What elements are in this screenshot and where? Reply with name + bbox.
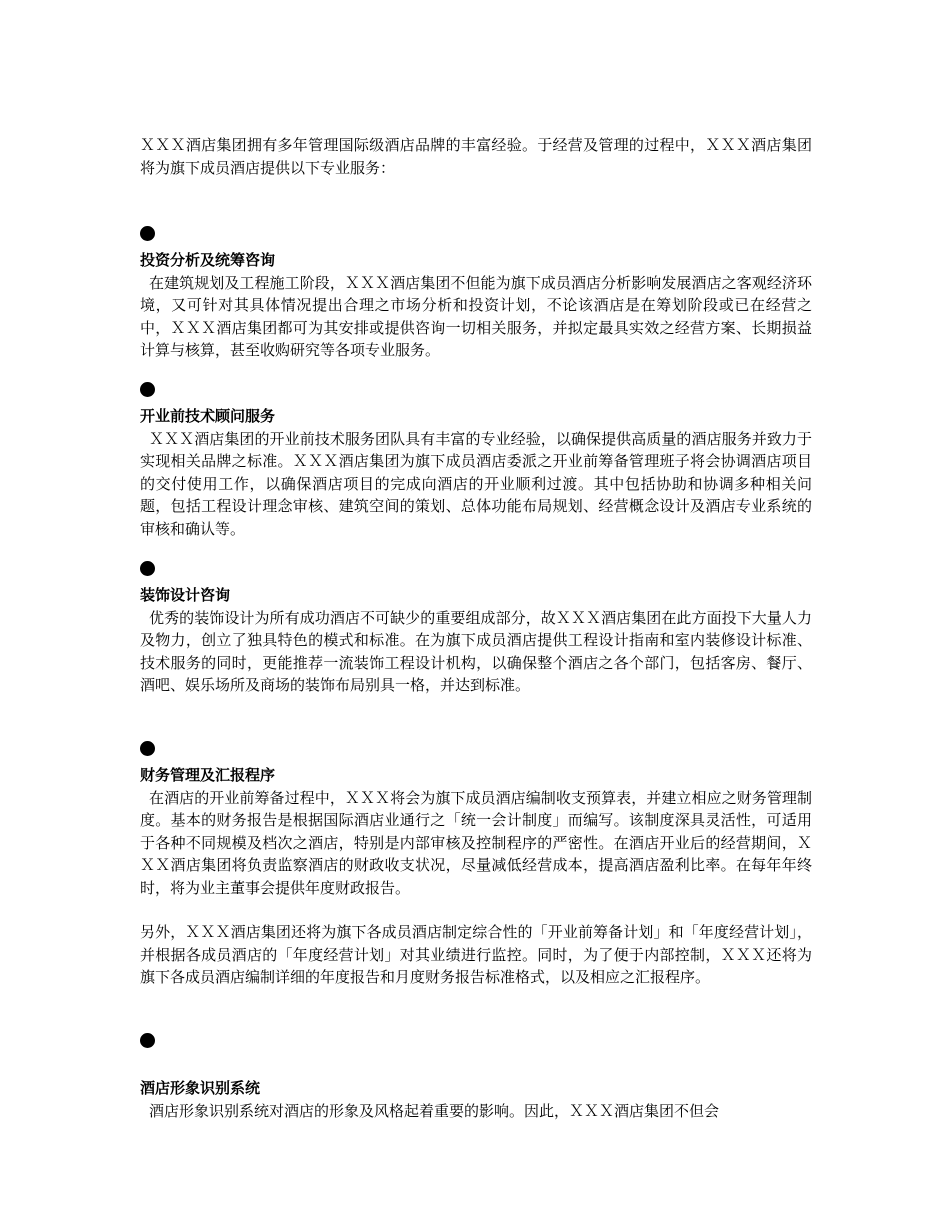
bullet-icon	[140, 382, 155, 397]
bullet-icon	[140, 741, 155, 756]
section-heading: 开业前技术顾问服务	[140, 407, 276, 425]
section-paragraph: 在酒店的开业前筹备过程中，ＸＸＸ将会为旗下成员酒店编制收支预算表，并建立相应之财务管理制度。基本的财务报告是根据国际酒店业通行之「统一会计制度」而编写。该制度深具灵活性，可适用于各种不同规模及档次之酒店，特别是内部审核及控制程序的严密性。在酒店开业后的经营期间，ＸＸＸ酒店集团将负责监察酒店的财政收支状况，尽量减低经营成本，提高酒店盈利比率。在每年年终时，将为业主董事会提供年度财政报告。	[140, 788, 812, 897]
section-heading: 装饰设计咨询	[140, 586, 231, 604]
section-heading: 酒店形象识别系统	[140, 1079, 261, 1097]
section-paragraph: 优秀的装饰设计为所有成功酒店不可缺少的重要组成部分，故ＸＸＸ酒店集团在此方面投下大量人力及物力，创立了独具特色的模式和标准。在为旗下成员酒店提供工程设计指南和室内装修设计标准、技术服务的同时，更能推荐一流装饰工程设计机构，以确保整个酒店之各个部门，包括客房、餐厅、酒吧、娱乐场所及商场的装饰布局别具一格，并达到标准。	[140, 608, 812, 694]
bullet-icon	[140, 1033, 155, 1048]
section-hotel-identity	[140, 1033, 812, 1122]
section-financial-management	[140, 741, 812, 989]
section-decoration-design	[140, 561, 812, 697]
section-paragraph: ＸＸＸ酒店集团的开业前技术服务团队具有丰富的专业经验，以确保提供高质量的酒店服务并致力于实现相关品牌之标准。ＸＸＸ酒店集团为旗下成员酒店委派之开业前筹备管理班子将会协调酒店项目的交付使用工作，以确保酒店项目的完成向酒店的开业顺利过渡。其中包括协助和协调多种相关问题，包括工程设计理念审核、建筑空间的策划、总体功能布局规划、经营概念设计及酒店专业系统的审核和确认等。	[140, 429, 812, 538]
section-preopening-technical	[140, 382, 812, 540]
section-investment-analysis	[140, 226, 812, 362]
section-heading: 投资分析及统筹咨询	[140, 251, 276, 269]
bullet-icon	[140, 226, 155, 241]
section-paragraph: 另外，ＸＸＸ酒店集团还将为旗下各成员酒店制定综合性的「开业前筹备计划」和「年度经营计划」，并根据各成员酒店的「年度经营计划」对其业绩进行监控。同时，为了便于内部控制，ＸＸＸ还将为旗下各成员酒店编制详细的年度报告和月度财务报告标准格式，以及相应之汇报程序。	[140, 923, 812, 986]
bullet-icon	[140, 561, 155, 576]
intro-paragraph: ＸＸＸ酒店集团拥有多年管理国际级酒店品牌的丰富经验。于经营及管理的过程中，ＸＸＸ酒店集团将为旗下成员酒店提供以下专业服务：	[140, 136, 812, 177]
section-paragraph: 酒店形象识别系统对酒店的形象及风格起着重要的影响。因此，ＸＸＸ酒店集团不但会	[149, 1101, 720, 1120]
section-paragraph: 在建筑规划及工程施工阶段，ＸＸＸ酒店集团不但能为旗下成员酒店分析影响发展酒店之客观经济环境，又可针对其具体情况提出合理之市场分析和投资计划，不论该酒店是在筹划阶段或已在经营之中，ＸＸＸ酒店集团都可为其安排或提供咨询一切相关服务，并拟定最具实效之经营方案、长期损益计算与核算，甚至收购研究等各项专业服务。	[140, 273, 812, 359]
section-heading: 财务管理及汇报程序	[140, 766, 276, 784]
